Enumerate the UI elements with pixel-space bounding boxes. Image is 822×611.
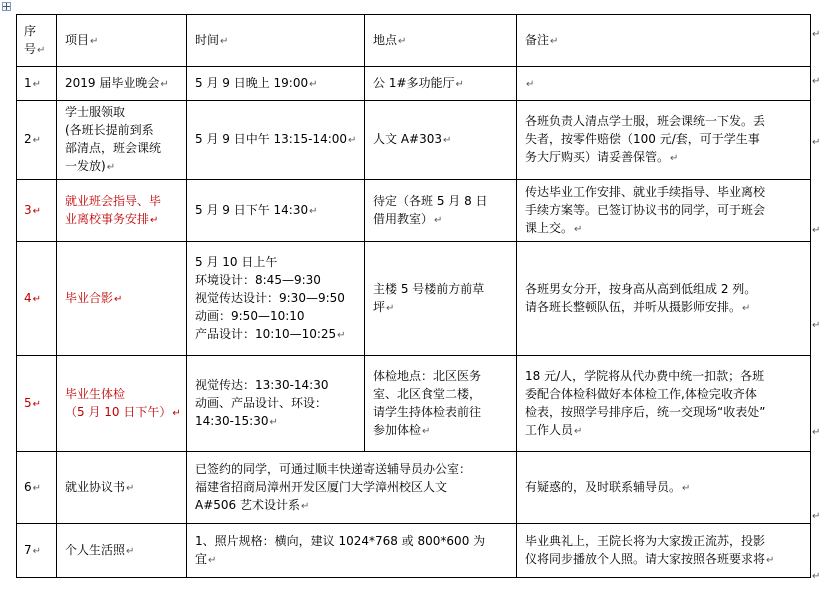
cell-text: 请学生持体检表前往 [373,404,482,419]
cell-text-line [195,478,512,496]
header-place [365,15,517,67]
paragraph-mark-icon: ↵ [526,78,535,90]
paragraph-mark-icon: ↵ [269,416,278,428]
cell-text: 毕业生体检 [65,386,126,401]
paragraph-mark-icon: ↵ [434,214,443,226]
cell-text: 5 月 9 日中午 13:15-14:00 [195,132,348,146]
row-end-mark-icon: ↵ [812,225,821,236]
cell-text-line [65,403,182,423]
cell-text: 坪 [373,299,386,314]
paragraph-mark-icon: ↵ [766,554,775,566]
cell-text: 18 元/人，学院将从代办费中统一扣款；各班 [525,368,765,383]
cell-text: 已签约的同学，可通过顺丰快递寄送辅导员办公室： [195,461,472,476]
cell-note [517,356,811,452]
cell-text-line [65,157,182,177]
cell-text-line [195,289,360,307]
paragraph-mark-icon: ↵ [670,153,679,164]
cell-text-line [195,412,360,432]
cell-text: 环境设计：8:45—9:30 [195,272,321,287]
paragraph-mark-icon: ↵ [682,482,691,494]
cell-text-line [525,367,806,385]
cell-note [517,242,811,356]
paragraph-mark-icon: ↵ [309,78,318,90]
cell-text-line [525,130,806,148]
cell-text: 业离校事务安排 [65,211,150,226]
paragraph-mark-icon: ↵ [32,78,42,90]
cell-time-place-merged [187,524,517,578]
cell-note [517,67,811,101]
cell-place [365,242,517,356]
paragraph-mark-icon: ↵ [455,78,464,90]
cell-text: （5 月 10 日下午） [65,404,172,419]
paragraph-mark-icon: ↵ [32,545,42,557]
cell-text: 请各班长整顿队伍，并听从摄影师安排。 [525,299,742,314]
paragraph-mark-icon: ↵ [114,293,123,305]
cell-text: A#506 艺术设计系 [195,497,300,512]
cell-text-line [373,403,512,421]
cell-item [57,524,187,578]
header-seq [17,15,57,67]
row-number: 4 [24,290,32,305]
header-place-label: 地点 [373,32,398,47]
cell-text-line [195,550,512,570]
cell-text-line [373,385,512,403]
row-number: 7 [24,542,32,557]
cell-text: 仪将同步播放个人照。请大家按照各班要求将 [525,551,766,566]
paragraph-mark-icon: ↵ [37,44,46,56]
cell-text-line [525,421,806,441]
cell-text-line [525,298,806,318]
paragraph-mark-icon: ↵ [90,35,99,47]
cell-note [517,452,811,524]
row-number: 6 [24,479,32,494]
header-time-label: 时间 [195,32,220,47]
paragraph-mark-icon: ↵ [126,482,135,494]
cell-time [187,180,365,242]
cell-text: 各班男女分开，按身高从高到低组成 2 列。 [525,281,757,296]
cell-text-line [195,253,360,271]
paragraph-mark-icon: ↵ [398,35,407,47]
table-row [17,180,811,242]
cell-text: 动画、产品设计、环设： [195,395,328,410]
cell-text-line [373,280,512,298]
table-row [17,356,811,452]
cell-text: 动画：9:50—10:10 [195,308,305,323]
cell-text: 委配合体检科做好本体检工作,体检完收齐体 [525,386,757,401]
paragraph-mark-icon: ↵ [172,407,181,419]
table-row [17,101,811,180]
cell-place [365,67,517,101]
cell-text-line [65,103,182,121]
cell-text-line [525,148,806,168]
paragraph-mark-icon: ↵ [220,35,229,47]
header-note-label: 备注 [525,32,550,47]
cell-text: 课上交。 [525,220,574,235]
cell-text: 工作人员 [525,422,574,437]
cell-text: 有疑惑的，及时联系辅导员。 [525,479,682,494]
cell-text: 失者，按零件赔偿（100 元/套，可于学生事 [525,132,760,146]
header-item [57,15,187,67]
row-number: 3 [24,202,32,217]
cell-item [57,356,187,452]
cell-text-line [195,74,360,94]
cell-text: 人文 A#303 [373,132,442,146]
paragraph-mark-icon: ↵ [422,425,431,437]
cell-text-line [525,112,806,130]
cell-text-line [195,394,360,412]
cell-text: 产品设计：10:10—10:25 [195,326,337,341]
cell-text-line [65,210,182,230]
paragraph-mark-icon: ↵ [550,35,559,47]
cell-note [517,180,811,242]
paragraph-mark-icon: ↵ [32,205,42,217]
paragraph-mark-icon: ↵ [150,214,159,226]
cell-item [57,67,187,101]
paragraph-mark-icon: ↵ [32,135,42,146]
cell-text: 就业班会指导、毕 [65,193,162,208]
cell-text-line [65,192,182,210]
cell-text-line [195,496,512,516]
cell-text-line [525,550,806,570]
row-end-mark-icon: ↵ [812,427,821,438]
cell-text-line [525,219,806,239]
cell-place [365,101,517,180]
row-end-mark-icon: ↵ [812,320,821,331]
cell-text-line [195,307,360,325]
header-seq-char-1: 序 [24,23,37,38]
cell-text: 5 月 10 日上午 [195,254,278,269]
cell-text: 宜 [195,551,208,566]
cell-text-line [65,121,182,139]
paragraph-mark-icon: ↵ [309,205,318,217]
paragraph-mark-icon: ↵ [32,398,42,410]
cell-text-line [195,130,360,150]
table-move-handle-icon[interactable] [2,2,11,11]
cell-text-line [195,532,512,550]
cell-text: 主楼 5 号楼前方前草 [373,281,485,296]
row-end-mark-icon: ↵ [812,571,821,582]
cell-text-line [195,201,360,221]
cell-text-line [195,325,360,345]
cell-text-line [195,271,360,289]
cell-text: 毕业合影 [65,290,114,305]
cell-seq [17,242,57,356]
row-end-mark-icon: ↵ [812,76,821,87]
cell-text: 福建省招商局漳州开发区厦门大学漳州校区人文 [195,479,448,494]
cell-text: 视觉传达：13:30-14:30 [195,377,329,392]
cell-text-line [65,74,182,94]
paragraph-mark-icon: ↵ [300,500,310,512]
cell-text-line [65,289,182,309]
cell-text: 参加体检 [373,422,422,437]
cell-place [365,180,517,242]
cell-text: (各班长提前到系 [65,123,154,137]
cell-text-line [525,478,806,498]
row-number: 2 [24,132,32,146]
cell-text-line [373,192,512,210]
header-note [517,15,811,67]
paragraph-mark-icon: ↵ [32,482,42,494]
cell-text-line [65,385,182,403]
row-number: 5 [24,395,32,410]
cell-text: 2019 届毕业晚会 [65,75,160,90]
cell-seq [17,452,57,524]
cell-item [57,242,187,356]
cell-item [57,180,187,242]
cell-text-line [65,478,182,498]
header-item-label: 项目 [65,32,90,47]
cell-text: 借用教室） [373,211,434,226]
paragraph-mark-icon: ↵ [386,302,395,314]
cell-text: 体检地点：北区医务 [373,368,482,383]
cell-text-line [373,130,512,150]
cell-item [57,101,187,180]
cell-text: 待定（各班 5 月 8 日 [373,193,488,208]
cell-seq [17,101,57,180]
cell-text-line [525,532,806,550]
paragraph-mark-icon: ↵ [348,135,357,146]
row-number: 1 [24,75,32,90]
header-time [187,15,365,67]
cell-text: 个人生活照 [65,542,126,557]
paragraph-mark-icon: ↵ [32,293,42,305]
cell-text-line [525,183,806,201]
paragraph-mark-icon: ↵ [208,554,217,566]
row-end-mark-icon: ↵ [812,29,821,40]
paragraph-mark-icon: ↵ [574,223,583,235]
cell-time [187,356,365,452]
cell-text: 传达毕业工作安排、就业手续指导、毕业离校 [525,184,766,199]
cell-text: 部清点，班会课统 [65,141,162,155]
table-row [17,452,811,524]
cell-item [57,452,187,524]
cell-text-line [525,403,806,421]
cell-text: 毕业典礼上，王院长将为大家拨正流苏，投影 [525,533,766,548]
cell-time-place-merged [187,452,517,524]
paragraph-mark-icon: ↵ [160,78,169,90]
row-end-mark-icon: ↵ [812,137,821,148]
paragraph-mark-icon: ↵ [442,135,452,146]
table-row [17,524,811,578]
paragraph-mark-icon: ↵ [106,162,116,173]
cell-text-line [525,201,806,219]
cell-text: 学士服领取 [65,105,126,119]
cell-text-line [195,460,512,478]
cell-text-line [373,298,512,318]
cell-text: 5 月 9 日下午 14:30 [195,202,309,217]
cell-text: 室、北区食堂二楼， [373,386,482,401]
cell-text-line [525,385,806,403]
paragraph-mark-icon: ↵ [574,425,583,437]
cell-seq [17,356,57,452]
cell-text: 检表，按照学号排序后，统一交现场“收表处” [525,404,766,419]
cell-text-line [373,210,512,230]
cell-text: 一发放) [65,159,106,173]
cell-text: 视觉传达设计：9:30—9:50 [195,290,345,305]
row-end-mark-icon: ↵ [812,511,821,522]
cell-note [517,524,811,578]
cell-text: 公 1#多功能厅 [373,75,455,90]
cell-text-line [525,74,806,94]
cell-text: 就业协议书 [65,479,126,494]
cell-text-line [373,367,512,385]
cell-text: 手续方案等。已签订协议书的同学，可于班会 [525,202,766,217]
cell-time [187,67,365,101]
paragraph-mark-icon: ↵ [126,545,135,557]
cell-text: 各班负责人清点学士服，班会课统一下发。丢 [525,114,766,128]
paragraph-mark-icon: ↵ [337,329,346,341]
cell-text-line [65,139,182,157]
cell-text: 务大厅购买）请妥善保管。 [525,150,670,164]
header-seq-char-2: 号 [24,41,37,56]
cell-text: 5 月 9 日晚上 19:00 [195,75,309,90]
cell-seq [17,67,57,101]
cell-seq [17,180,57,242]
cell-text-line [525,280,806,298]
cell-seq [17,524,57,578]
cell-note [517,101,811,180]
cell-time [187,242,365,356]
cell-place [365,356,517,452]
cell-text-line [373,421,512,441]
header-row [17,15,811,67]
table-row [17,67,811,101]
table-row [17,242,811,356]
paragraph-mark-icon: ↵ [742,302,751,314]
schedule-table [16,14,811,578]
cell-text-line [373,74,512,94]
cell-text: 1、照片规格：横向，建议 1024*768 或 800*600 为 [195,533,486,548]
cell-text-line [65,541,182,561]
cell-text: 14:30-15:30 [195,413,269,428]
cell-text-line [195,376,360,394]
cell-time [187,101,365,180]
